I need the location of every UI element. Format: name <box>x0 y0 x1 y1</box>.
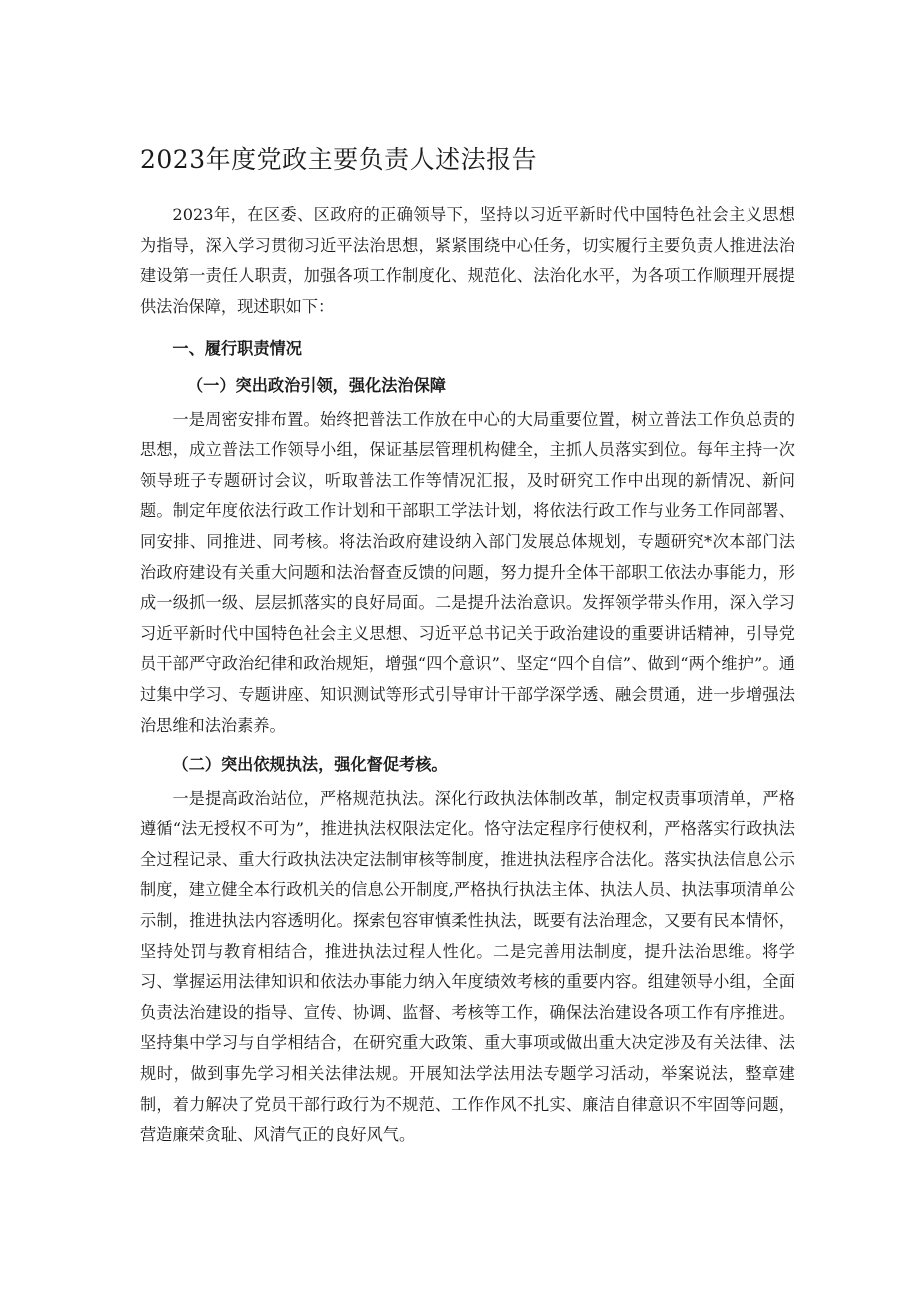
intro-paragraph: 2023年，在区委、区政府的正确领导下，坚持以习近平新时代中国特色社会主义思想为指导，深入学习贯彻习近平法治思想，紧紧围绕中心任务，切实履行主要负责人推进法治建设第一责任人职责，加强各项工作制度化、规范化、法治化水平，为各项工作顺理开展提供法治保障，现述职如下： <box>140 205 795 316</box>
subsection-1-body: 一是周密安排布置。始终把普法工作放在中心的大局重要位置，树立普法工作负总责的思想，成立普法工作领导小组，保证基层管理机构健全，主抓人员落实到位。每年主持一次领导班子专题研讨会议，听取普法工作等情况汇报，及时研究工作中出现的新情况、新问题。制定年度依法行政工作计划和干部职工学法计划，将依法行政工作与业务工作同部署、同安排、同推进、同考核。将法治政府建设纳入部门发展总体规划，专题研究*次本部门法治政府建设有关重大问题和法治督查反馈的问题，努力提升全体干部职工依法办事能力，形成一级抓一级、层层抓落实的良好局面。二是提升法治意识。发挥领学带头作用，深入学习习近平新时代中国特色社会主义思想、习近平总书记关于政治建设的重要讲话精神，引导党员干部严守政治纪律和政治规矩，增强“四个意识”、坚定“四个自信”、做到“两个维护”。通过集中学习、专题讲座、知识测试等形式引导审计干部学深学透、融会贯通，进一步增强法治思维和法治素养。 <box>140 409 795 735</box>
document-page <box>140 140 795 1151</box>
spacer <box>140 322 795 328</box>
spacer <box>140 741 795 747</box>
subsection-heading-2: （二）突出依规执法，强化督促考核。 <box>172 755 448 775</box>
section-heading-1: 一、履行职责情况 <box>172 339 302 359</box>
subsection-2-body: 一是提高政治站位，严格规范执法。深化行政执法体制改革，制定权责事项清单，严格遵循“法无授权不可为”，推进执法权限法定化。恪守法定程序行使权利，严格落实行政执法全过程记录、重大行政执法决定法制审核等制度，推进执法程序合法化。落实执法信息公示制度，建立健全本行政机关的信息公开制度,严格执行执法主体、执法人员、执法事项清单公示制，推进执法内容透明化。探索包容审慎柔性执法，既要有法治理念，又要有民本情怀，坚持处罚与教育相结合，推进执法过程人性化。二是完善用法制度，提升法治思维。将学习、掌握运用法律知识和依法办事能力纳入年度绩效考核的重要内容。组建领导小组，全面负责法治建设的指导、宣传、协调、监督、考核等工作，确保法治建设各项工作有序推进。坚持集中学习与自学相结合，在研究重大政策、重大事项或做出重大决定涉及有关法律、法规时，做到事先学习相关法律法规。开展知法学法用法专题学习活动，举案说法，整章建制，着力解决了党员干部行政行为不规范、工作作风不扎实、廉洁自律意识不牢固等问题，营造廉荣贪耻、风清气正的良好风气。 <box>140 788 795 1145</box>
document-title: 2023年度党政主要负责人述法报告 <box>140 145 538 174</box>
subsection-heading-1: （一）突出政治引领，强化法治保障 <box>186 375 446 395</box>
